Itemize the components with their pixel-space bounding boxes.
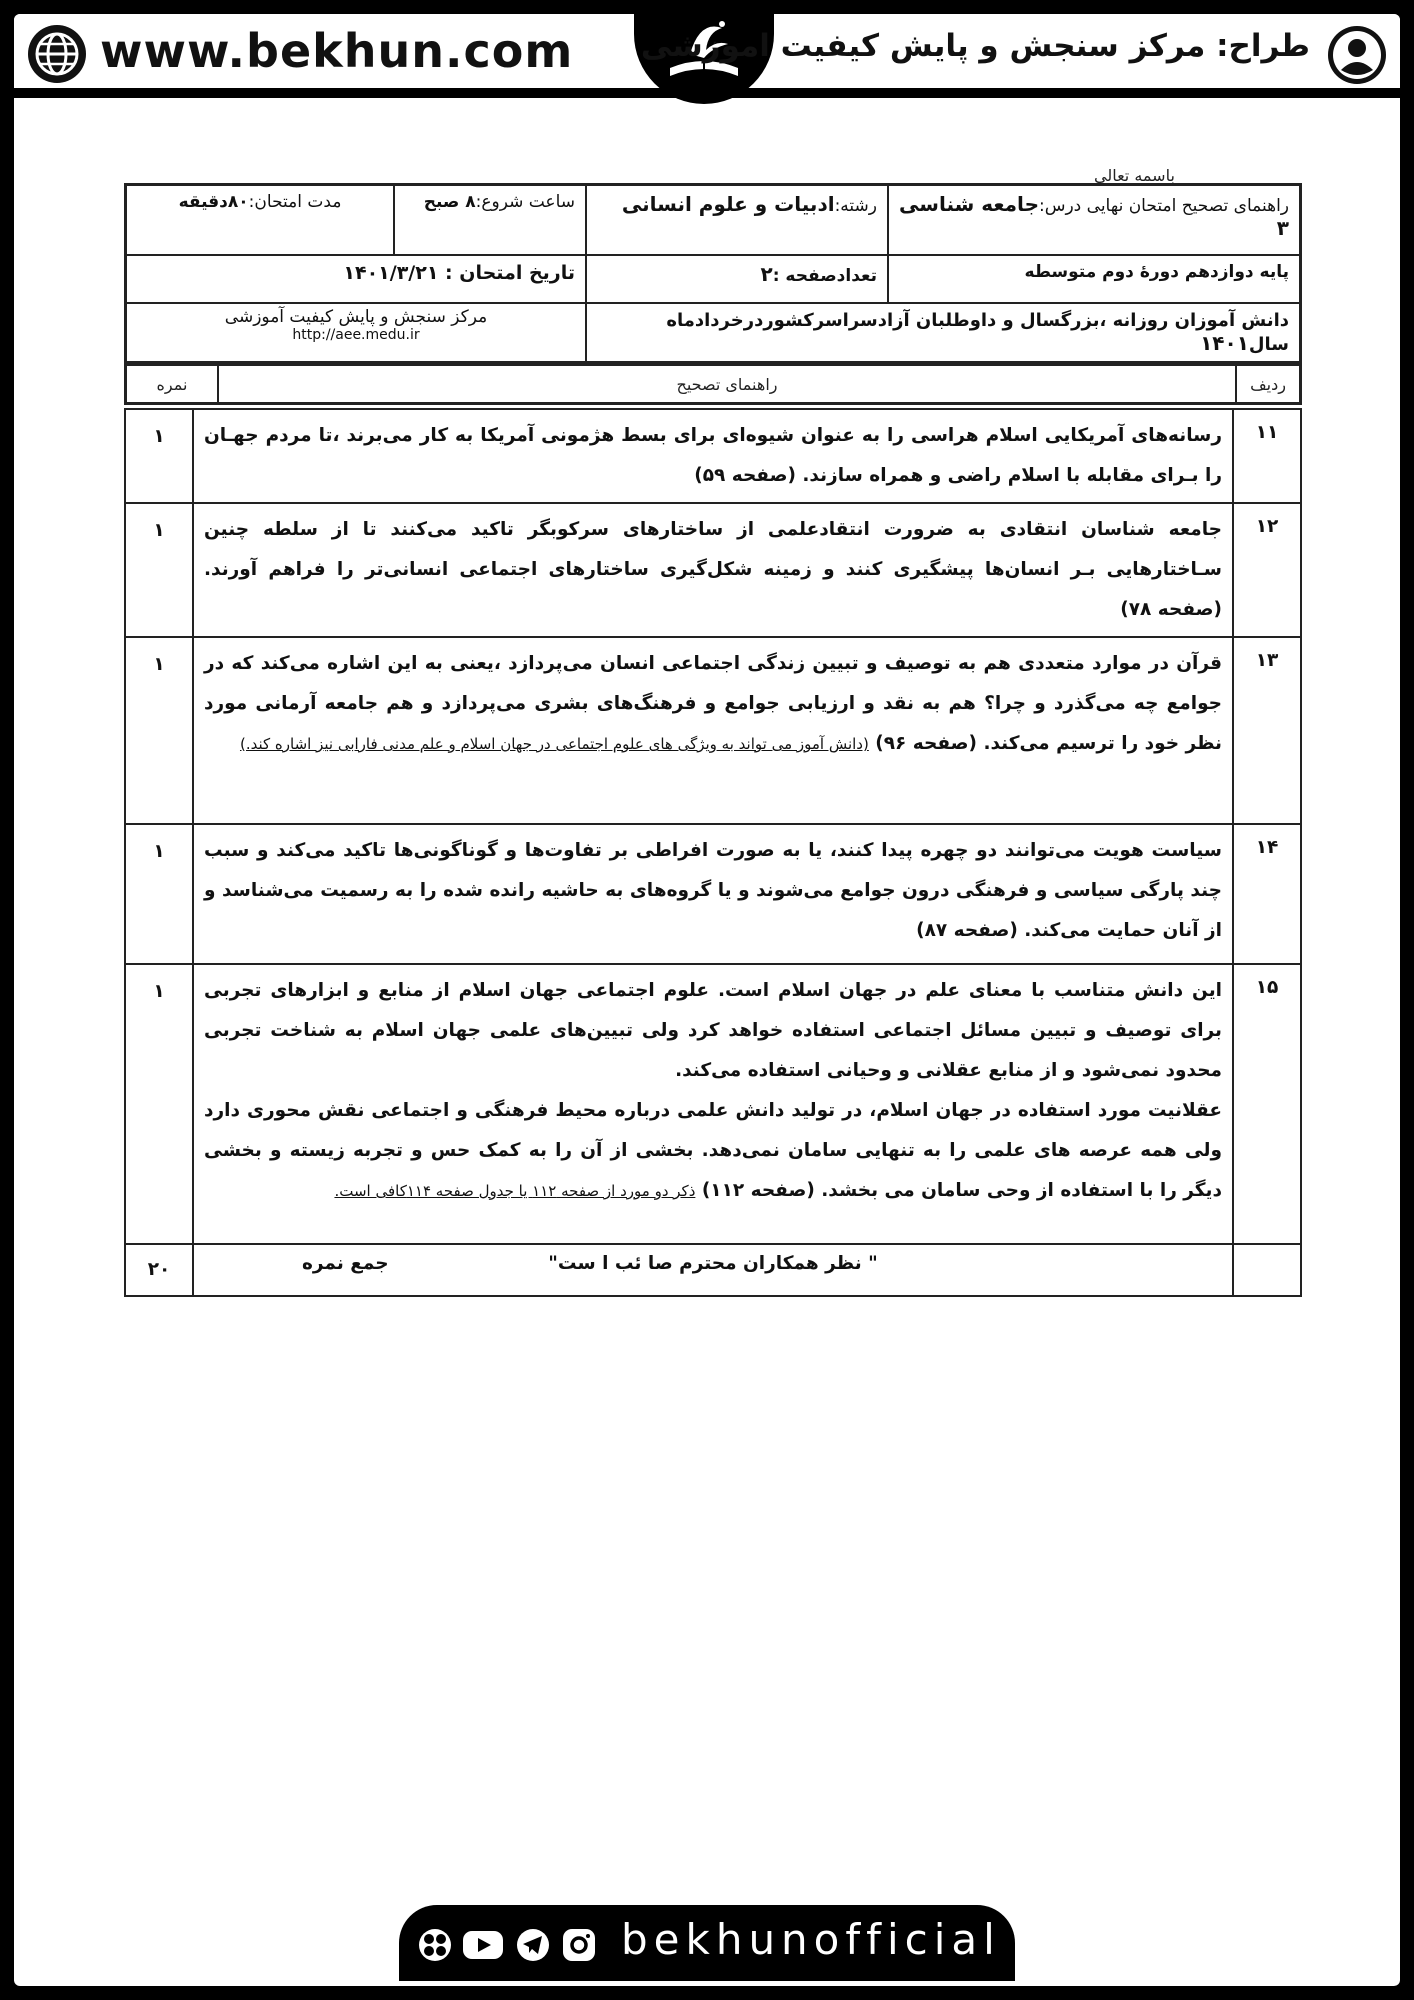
bismillah-text: باسمه تعالی <box>1094 166 1175 185</box>
grade-label: پایه دوازدهم دورهٔ دوم متوسطه <box>1024 261 1289 282</box>
total-score: ۲۰ <box>125 1244 193 1296</box>
exam-info-table <box>124 183 1302 364</box>
designer-label: طراح: مرکز سنجش و پایش کیفیت اموزشی <box>640 28 1310 64</box>
students-year-prefix: سال <box>1248 333 1289 355</box>
pages-value: ۲ <box>760 261 773 286</box>
aparat-icon[interactable] <box>417 1927 453 1963</box>
answer-number: ۱۱ <box>1233 409 1301 503</box>
social-footer <box>399 1905 1015 1981</box>
columns-header <box>124 363 1302 405</box>
center-name: مرکز سنجش و پایش کیفیت آموزشی <box>224 306 488 327</box>
answer-score: ۱ <box>125 964 193 1244</box>
col-guide: راهنمای تصحیح <box>218 365 1236 404</box>
answer-row <box>125 637 1301 824</box>
center-url[interactable]: http://aee.medu.ir <box>292 326 420 343</box>
answer-row <box>125 503 1301 637</box>
answer-number: ۱۴ <box>1233 824 1301 964</box>
answer-number: ۱۲ <box>1233 503 1301 637</box>
total-row <box>125 1244 1301 1296</box>
answer-row <box>125 964 1301 1244</box>
answer-score: ۱ <box>125 637 193 824</box>
field-prefix: رشته: <box>834 196 877 216</box>
answer-text-2: عقلانیت مورد استفاده در جهان اسلام، در تولید دانش علمی درباره محیط فرهنگی و اجتماعی نقش محوری دارد ولی همه عرصه های علمی را به تنهایی سامان نمی‌دهد. بخشی از آن را به کمک حس و تجربه زیسته و بخشی دیگر را با استفاده از وحی سامان می بخشد. (صفحه ۱۱۲) <box>204 1100 1222 1201</box>
colleagues-comment: " نظر همکاران محترم صا ئب ا ست" <box>548 1253 878 1274</box>
answer-note: ذکر دو مورد از صفحه ۱۱۲ یا جدول صفحه ۱۱۴کافی است. <box>334 1182 696 1200</box>
answer-score: ۱ <box>125 824 193 964</box>
answer-number: ۱۳ <box>1233 637 1301 824</box>
answer-text: رسانه‌های آمریکایی اسلام هراسی را به عنوان شیوه‌ای برای بسط هژمونی آمریکا به کار می‌برند ،تا مردم جهـان را بـرای مقابله با اسلام راضی و همراه سازند. (صفحه ۵۹) <box>204 425 1222 486</box>
globe-icon[interactable] <box>26 23 88 85</box>
answer-text: قرآن در موارد متعددی هم به توصیف و تبیین زندگی اجتماعی انسان می‌پردازد ،یعنی به این اشاره می‌کند که در جوامع چه می‌گذرد و چرا؟ هم به نقد و ارزیابی جوامع و فرهنگ‌های بشری می‌پردازد و هم جامعه آرمانی مورد نظر خود را ترسیم می‌کند. (صفحه ۹۶) <box>204 653 1222 754</box>
header-divider <box>14 88 1400 98</box>
duration-prefix: مدت امتحان: <box>248 192 342 212</box>
col-score: نمره <box>126 365 219 404</box>
top-header <box>14 14 1400 94</box>
exam-date: تاریخ امتحان : ۱۴۰۱/۳/۲۱ <box>343 261 575 284</box>
course-prefix: راهنمای تصحیح امتحان نهایی درس: <box>1038 196 1289 216</box>
answer-score: ۱ <box>125 409 193 503</box>
telegram-icon[interactable] <box>515 1927 551 1963</box>
answers-table <box>124 408 1302 1297</box>
answer-text: سیاست هویت می‌توانند دو چهره پیدا کنند، یا به صورت افراطی بر تفاوت‌ها و گوناگونی‌ها تاکید می‌کند و سبب چند پارگی سیاسی و فرهنگی درون جوامع می‌شوند و یا گروه‌های به حاشیه رانده شده را به رسمیت می‌شناسد و از آنان حمایت می‌کند. (صفحه ۸۷) <box>204 840 1222 941</box>
answer-note: (دانش آموز می تواند به ویژگی های علوم اجتماعی در جهان اسلام و علم مدنی فارابی نیز اشاره کند.) <box>239 735 869 753</box>
students-month: خردادماه <box>666 309 744 331</box>
answer-text: این دانش متناسب با معنای علم در جهان اسلام است. علوم اجتماعی جهان اسلام از منابع و ابزارهای تجربی برای توصیف و تبیین مسائل اجتماعی استفاده خواهد کرد ولی تبیین‌های علمی جهان اسلام به شناخت تجربی محدود نمی‌شود و از منابع عقلانی و وحیانی استفاده می‌کند. <box>204 980 1222 1081</box>
answer-score: ۱ <box>125 503 193 637</box>
course-name: جامعه شناسی ۳ <box>899 192 1289 240</box>
youtube-icon[interactable] <box>461 1927 505 1963</box>
instagram-icon[interactable] <box>561 1927 597 1963</box>
students-text: دانش آموزان روزانه ،بزرگسال و داوطلبان آزادسراسرکشوردر <box>743 309 1289 331</box>
page <box>14 14 1400 1986</box>
social-handle[interactable]: bekhunofficial <box>621 1915 1001 1964</box>
user-icon <box>1326 24 1388 86</box>
start-time: ۸ صبح <box>423 192 476 212</box>
students-year: ۱۴۰۱ <box>1200 330 1249 355</box>
total-label: جمع نمره <box>302 1253 389 1274</box>
website-link[interactable]: www.bekhun.com <box>100 24 574 78</box>
answer-row <box>125 824 1301 964</box>
answer-text: جامعه شناسان انتقادی به ضرورت انتقادعلمی از ساختارهای سرکوبگر تاکید می‌کنند تا از سلطه چنین سـاختارهایی بـر انسان‌ها پیشگیری کنند و زمینه شکل‌گیری ساختارهای اجتماعی انسانی‌تر را فراهم آورند. (صفحه ۷۸) <box>204 519 1222 620</box>
col-row: ردیف <box>1236 365 1301 404</box>
field-name: ادبیات و علوم انسانی <box>621 192 835 216</box>
start-prefix: ساعت شروع: <box>475 192 575 212</box>
pages-prefix: تعدادصفحه : <box>772 265 877 286</box>
duration-value: ۸۰دقیقه <box>178 192 249 212</box>
answer-row <box>125 409 1301 503</box>
answer-number: ۱۵ <box>1233 964 1301 1244</box>
